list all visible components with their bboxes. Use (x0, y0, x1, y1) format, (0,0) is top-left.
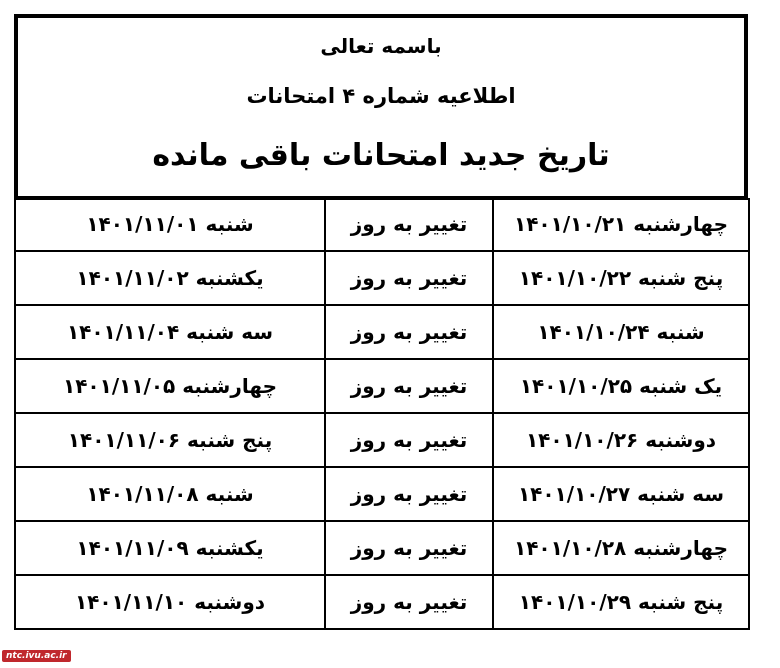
table-row (15, 251, 749, 305)
old-date-cell: شنبه ۱۴۰۱/۱۰/۲۴ (493, 305, 749, 359)
new-date-cell: دوشنبه ۱۴۰۱/۱۱/۱۰ (15, 575, 325, 629)
new-date-cell: پنج شنبه ۱۴۰۱/۱۱/۰۶ (15, 413, 325, 467)
table-row (15, 413, 749, 467)
announcement-number-heading: اطلاعیه شماره ۴ امتحانات (246, 84, 516, 108)
table-row (15, 359, 749, 413)
site-watermark: ntc.ivu.ac.ir (2, 650, 71, 662)
change-label-cell: تغییر به روز (325, 575, 493, 629)
change-label-cell: تغییر به روز (325, 521, 493, 575)
old-date-cell: دوشنبه ۱۴۰۱/۱۰/۲۶ (493, 413, 749, 467)
table-row (15, 198, 749, 251)
new-date-cell: شنبه ۱۴۰۱/۱۱/۰۱ (15, 198, 325, 251)
new-date-cell: شنبه ۱۴۰۱/۱۱/۰۸ (15, 467, 325, 521)
change-label-cell: تغییر به روز (325, 305, 493, 359)
change-label-cell: تغییر به روز (325, 251, 493, 305)
page-title: تاریخ جدید امتحانات باقی مانده (152, 138, 610, 173)
exam-schedule-table (14, 198, 750, 630)
old-date-cell: سه شنبه ۱۴۰۱/۱۰/۲۷ (493, 467, 749, 521)
old-date-cell: چهارشنبه ۱۴۰۱/۱۰/۲۸ (493, 521, 749, 575)
table-row (15, 305, 749, 359)
new-date-cell: چهارشنبه ۱۴۰۱/۱۱/۰۵ (15, 359, 325, 413)
table-row (15, 521, 749, 575)
change-label-cell: تغییر به روز (325, 198, 493, 251)
old-date-cell: پنج شنبه ۱۴۰۱/۱۰/۲۹ (493, 575, 749, 629)
table-row (15, 467, 749, 521)
announcement-header (14, 14, 748, 200)
change-label-cell: تغییر به روز (325, 359, 493, 413)
new-date-cell: سه شنبه ۱۴۰۱/۱۱/۰۴ (15, 305, 325, 359)
old-date-cell: پنج شنبه ۱۴۰۱/۱۰/۲۲ (493, 251, 749, 305)
table-row (15, 575, 749, 629)
change-label-cell: تغییر به روز (325, 467, 493, 521)
new-date-cell: یکشنبه ۱۴۰۱/۱۱/۰۹ (15, 521, 325, 575)
new-date-cell: یکشنبه ۱۴۰۱/۱۱/۰۲ (15, 251, 325, 305)
change-label-cell: تغییر به روز (325, 413, 493, 467)
old-date-cell: چهارشنبه ۱۴۰۱/۱۰/۲۱ (493, 198, 749, 251)
invocation-heading: باسمه تعالی (320, 34, 442, 58)
old-date-cell: یک شنبه ۱۴۰۱/۱۰/۲۵ (493, 359, 749, 413)
